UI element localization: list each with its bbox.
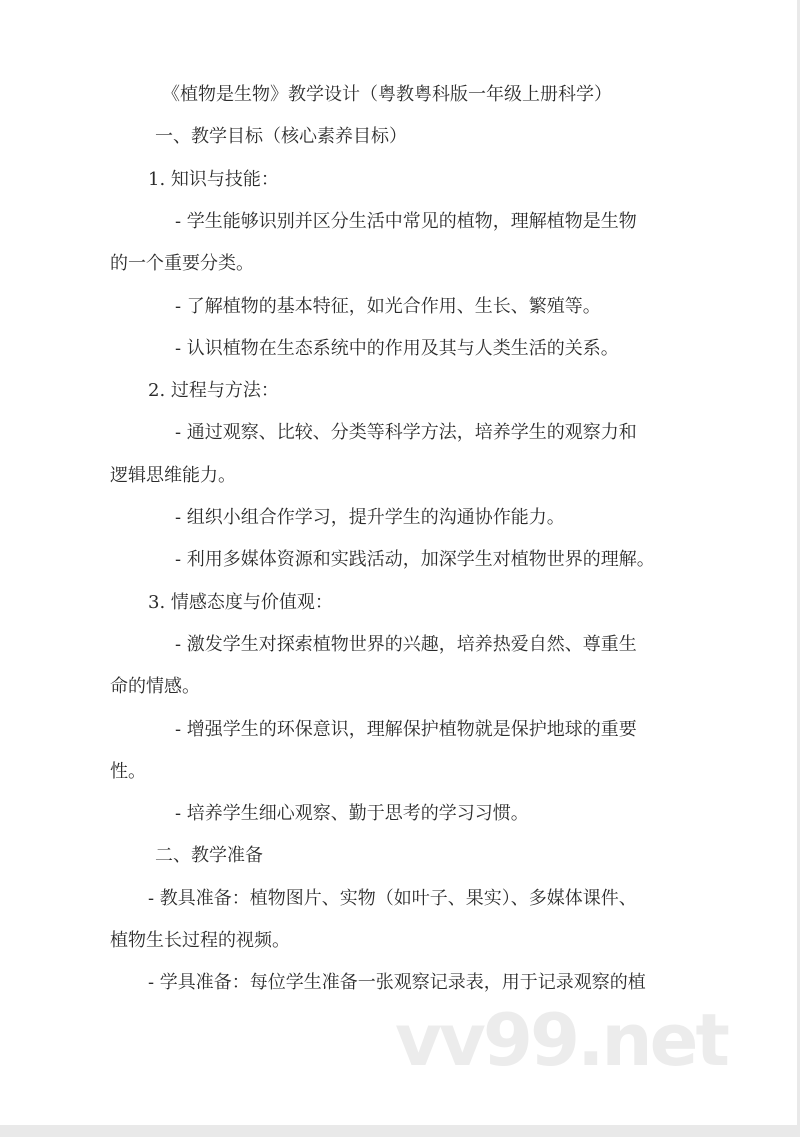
paragraph-line: 命的情感。 bbox=[110, 676, 200, 698]
paragraph-line: - 认识植物在生态系统中的作用及其与人类生活的关系。 bbox=[175, 337, 619, 359]
section-heading: 一、教学目标（核心素养目标） bbox=[155, 126, 407, 148]
paragraph-line: - 组织小组合作学习，提升学生的沟通协作能力。 bbox=[175, 507, 565, 528]
section-heading: 3. 情感态度与价值观： bbox=[148, 591, 333, 613]
paragraph-line: - 了解植物的基本特征，如光合作用、生长、繁殖等。 bbox=[175, 295, 601, 317]
paragraph-line: 性。 bbox=[110, 760, 146, 782]
paragraph-line: - 培养学生细心观察、勤于思考的学习习惯。 bbox=[175, 803, 529, 825]
paragraph-line: 逻辑思维能力。 bbox=[110, 464, 236, 486]
document-title: 《植物是生物》教学设计（粤教粤科版一年级上册科学） bbox=[162, 84, 612, 105]
paragraph-line: 的一个重要分类。 bbox=[110, 253, 254, 275]
paragraph-line: 植物生长过程的视频。 bbox=[110, 930, 290, 951]
paragraph-line: - 学具准备：每位学生准备一张观察记录表，用于记录观察的植 bbox=[148, 972, 646, 994]
paragraph-line: - 教具准备：植物图片、实物（如叶子、果实）、多媒体课件、 bbox=[148, 887, 637, 909]
paragraph-line: - 学生能够识别并区分生活中常见的植物，理解植物是生物 bbox=[175, 210, 637, 232]
paragraph-line: - 增强学生的环保意识，理解保护植物就是保护地球的重要 bbox=[175, 718, 637, 740]
section-heading: 二、教学准备 bbox=[155, 845, 263, 867]
section-heading: 1. 知识与技能： bbox=[148, 168, 279, 190]
paragraph-line: - 通过观察、比较、分类等科学方法，培养学生的观察力和 bbox=[175, 422, 637, 444]
section-heading: 2. 过程与方法： bbox=[148, 380, 279, 402]
watermark: vv99.net bbox=[395, 998, 727, 1082]
paragraph-line: - 激发学生对探索植物世界的兴趣，培养热爱自然、尊重生 bbox=[175, 633, 637, 655]
paragraph-line: - 利用多媒体资源和实践活动，加深学生对植物世界的理解。 bbox=[175, 549, 655, 571]
